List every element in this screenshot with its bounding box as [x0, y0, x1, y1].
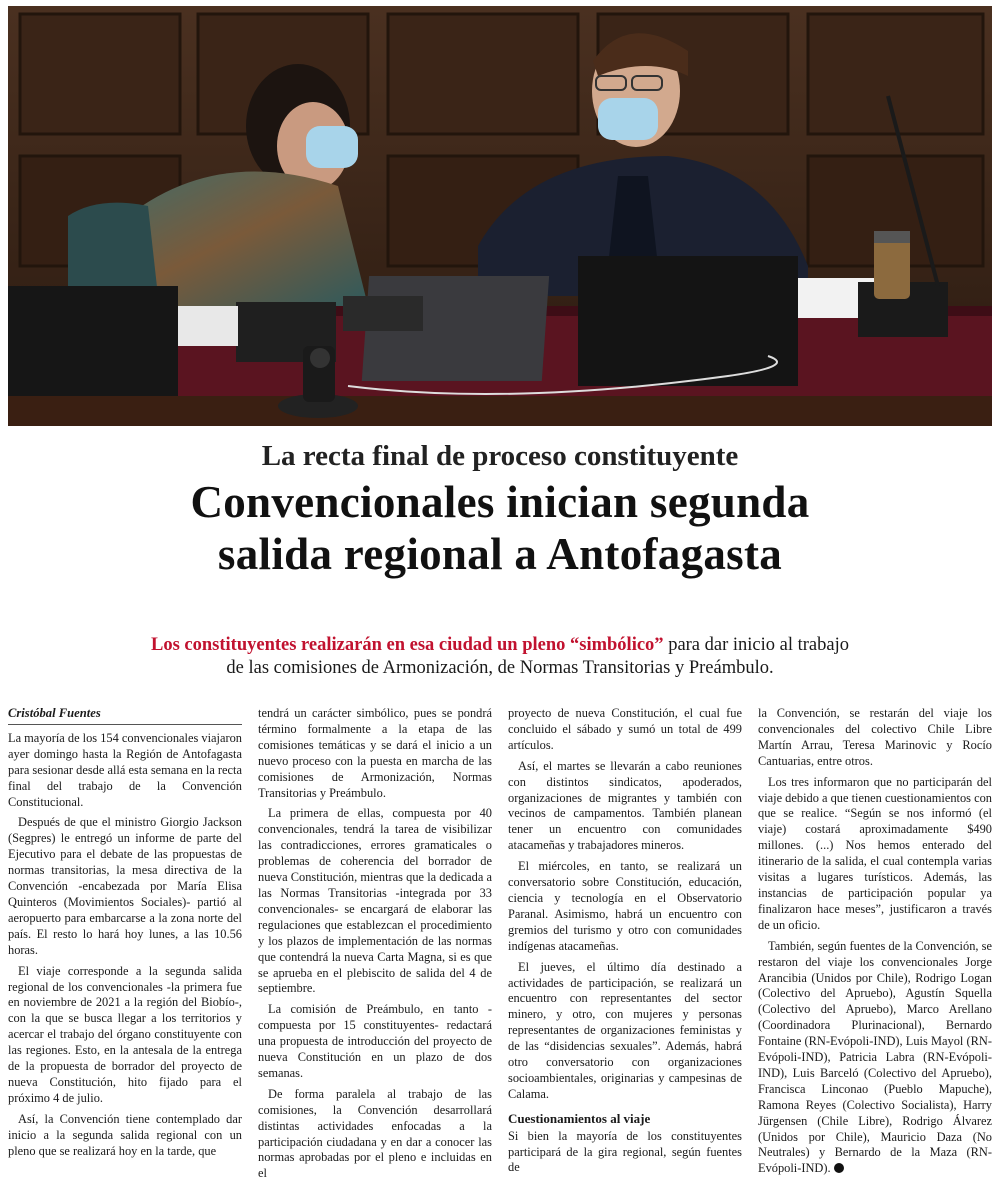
article-headline [0, 476, 1000, 580]
paragraph: Así, la Convención tiene contemplado dar inicio a la segunda salida regional con un pleno que se realizará hoy en la tarde, que [8, 1111, 242, 1158]
article-photo [8, 6, 992, 426]
headline-line-2: salida regional a Antofagasta [217, 529, 783, 579]
paragraph: El jueves, el último día destinado a actividades de participación, se realizará un encuentro con representantes del sector minero, y otro, con mujeres y personas representantes de organizaciones feministas y de las “disidencias sexuales”. Además, habrá otro conversatorio con organizaciones socioambientales, originarias y campesinas de Calama. [508, 959, 742, 1101]
article-kicker: La recta final de proceso constituyente [261, 440, 739, 472]
article-column-3 [508, 706, 742, 1175]
headline-line-1: Convencionales inician segunda [190, 477, 810, 527]
paragraph: proyecto de nueva Constitución, el cual fue concluido el sábado y sumó un total de 499 artículos. [508, 706, 742, 752]
deck-rest-1: para dar inicio al trabajo [668, 635, 849, 655]
paragraph: Así, el martes se llevarán a cabo reuniones con distintos sindicatos, apoderados, organizaciones de migrantes y también con vecinos de campamentos. También planean tener un encuentro con comunidades atacameñas y trabajadores mineros. [508, 758, 742, 853]
article-column-2 [258, 706, 492, 1181]
paragraph-text: También, según fuentes de la Convención, se restaron del viaje los convencionales Jorge Arancibia (Unidos por Chile), Rodrigo Logan (Colectivo del Apruebo), Agustín Squella (Colectivo del Apruebo), Marco Arellano (Coordinadora Plurinacional), Bernardo Fontaine (RN-Evópoli-IND), Luis Mayol (RN-Evópoli-IND), Patricia Labra (RN-Evópoli-IND), Luis Barceló (Colectivo del Apruebo), Francisca Linconao (Pueblo Mapuche), Ramona Reyes (Colectivo Socialista), Harry Jürgensen (Chile Libre), Rodrigo Álvarez (Unidos por Chile), Mauricio Daza (No Neutrales) y Bernardo de la Maza (RN-Evópoli-IND). [758, 938, 992, 1176]
deck-line-2: de las comisiones de Armonización, de Normas Transitorias y Preámbulo. [226, 658, 774, 678]
paragraph: Los tres informaron que no participarán del viaje debido a que tienen cuestionamientos con que se realice. “Según se nos informó (el viaje) costará aproximadamente $490 millones. (...) Nos hemos enterado del itinerario de la salida, el cual contempla varias visitas a lugares turísticos. Además, las instancias de participación popular ya finalizaron hace meses”, justificaron a través de un oficio. [758, 774, 992, 932]
paragraph: tendrá un carácter simbólico, pues se pondrá término formalmente a la etapa de las comisiones temáticas y se dará el inicio a un nuevo proceso con la puesta en marcha de las comisiones de Armonización, Normas Transitorias y Preámbulo. [258, 706, 492, 800]
paragraph: Si bien la mayoría de los constituyentes participará de la gira regional, según fuentes de [508, 1128, 742, 1175]
end-of-article-icon [834, 1163, 844, 1173]
paragraph-last [758, 939, 992, 1178]
paragraph: Después de que el ministro Giorgio Jackson (Segpres) le entregó un informe de parte del Ejecutivo para el debate de las propuestas de normas transitorias, la mesa directiva de la Convención -encabezada por María Elisa Quinteros (Movimientos Sociales)- partió al aeropuerto para embarcarse a la zona norte del país. El resto lo hará hoy lunes, a las 10.56 horas. [8, 815, 242, 957]
paragraph: La primera de ellas, compuesta por 40 convencionales, tendrá la tarea de visibilizar las contradicciones, errores gramaticales o problemas de coherencia del borrador de nueva Constitución, mientras que la dedicada a las Normas Transitorias -integrada por 33 convencionales- se encargará de elaborar las regulaciones que establezcan el procedimiento y los plazos de implementación de las normas que contendrá la nueva Carta Magna, si es que se aprueba en el plebiscito de salida del 4 de septiembre. [258, 806, 492, 996]
deck-highlight: Los constituyentes realizarán en esa ciudad un pleno “simbólico” [151, 635, 664, 655]
article-column-1 [8, 706, 242, 1164]
paragraph: De forma paralela al trabajo de las comisiones, la Convención desarrollará distintas actividades enfocadas a la participación ciudadana y en dar a conocer las normas aprobadas por el pleno e incluidas en el [258, 1086, 492, 1181]
paragraph: El viaje corresponde a la segunda salida regional de los convencionales -la primera fue en noviembre de 2021 a la región del Biobío-, con la que se busca llegar a los territorios y acercar el trabajo del órgano constituyente con las regiones. Esto, en la antesala de la entrega de la propuesta de borrador del proyecto de nueva Constitución, hito fijado para el próximo 4 de julio. [8, 963, 242, 1105]
paragraph: la Convención, se restarán del viaje los convencionales del colectivo Chile Libre Martín Arrau, Teresa Marinovic y Rocío Cantuarias, entre otros. [758, 706, 992, 768]
section-subhead: Cuestionamientos al viaje [508, 1110, 651, 1126]
convention-photo-illustration [8, 6, 992, 426]
article-column-4 [758, 706, 992, 1176]
paragraph: La mayoría de los 154 convencionales viajaron ayer domingo hasta la Región de Antofagasta para sesionar desde allá esta semana en la recta final del trabajo de la Convención Constitucional. [8, 730, 242, 809]
paragraph: La comisión de Preámbulo, en tanto -compuesta por 15 constituyentes- redactará una propuesta de introducción del proyecto de nueva Constitución en un plazo de dos semanas. [258, 1002, 492, 1080]
article-deck [0, 634, 1000, 680]
byline: Cristóbal Fuentes [8, 706, 242, 725]
paragraph: El miércoles, en tanto, se realizará un conversatorio sobre Constitución, educación, ciencia y tecnología en el Observatorio Paranal. Asimismo, habrá un encuentro con gremios del turismo y otro con comunidades indígenas atacameñas. [508, 859, 742, 953]
deck-line-1 [0, 634, 1000, 657]
